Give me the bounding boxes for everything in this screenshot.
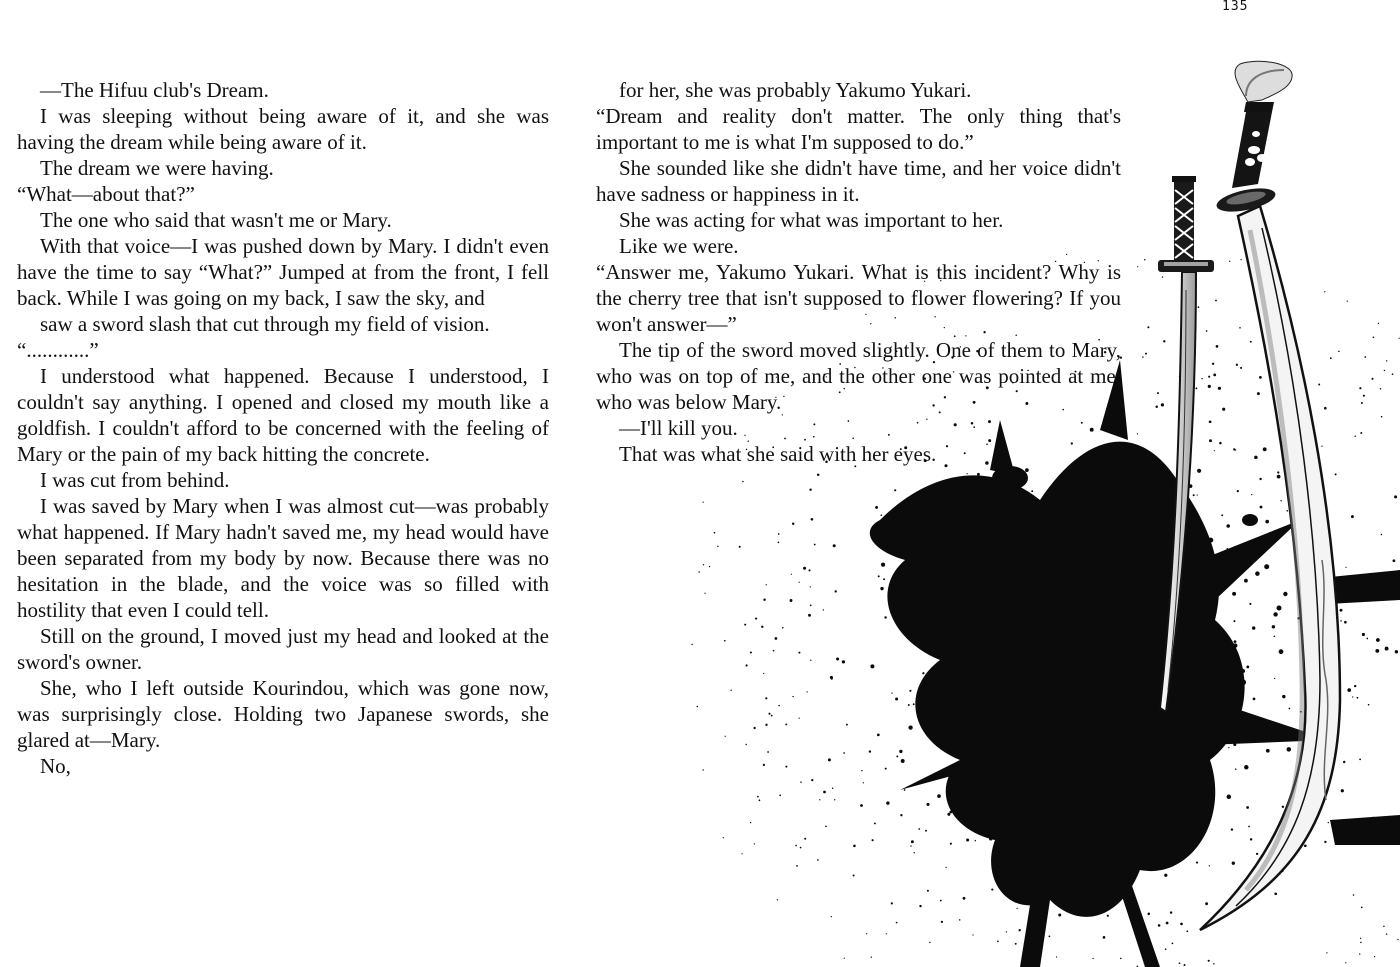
paragraph: “............” xyxy=(17,338,99,362)
paragraph: That was what she said with her eyes. xyxy=(619,442,937,466)
left-text-column xyxy=(17,77,549,779)
paragraph: I was cut from behind. xyxy=(40,468,230,492)
paragraph: She was acting for what was important to her. xyxy=(619,208,1004,232)
paragraph: With that voice—I was pushed down by Mary. I didn't even have the time to say “What?” Jumped at from the front, I fell back. While I was going on my back, I saw the sky, and xyxy=(17,234,549,310)
paragraph: No, xyxy=(40,754,71,778)
paragraph: saw a sword slash that cut through my field of vision. xyxy=(40,312,490,336)
paragraph: I was saved by Mary when I was almost cut—was probably what happened. If Mary hadn't saved me, my head would have been separated from my body by now. Because there was no hesitation in the blade, and the voice was so filled with hostility that even I could tell. xyxy=(17,494,549,622)
paragraph: —The Hifuu club's Dream. xyxy=(40,78,269,102)
paragraph: The dream we were having. xyxy=(40,156,274,180)
paragraph: —I'll kill you. xyxy=(619,416,738,440)
sword-long xyxy=(1200,61,1340,930)
paragraph: I understood what happened. Because I understood, I couldn't say anything. I opened and closed my mouth like a goldfish. I couldn't afford to be concerned with the feeling of Mary or the pain of my back hitting the concrete. xyxy=(17,364,549,466)
right-text-column xyxy=(596,77,1121,467)
paragraph: The one who said that wasn't me or Mary. xyxy=(40,208,392,232)
paragraph: The tip of the sword moved slightly. One of them to Mary, who was on top of me, and the other one was pointed at me, who was below Mary. xyxy=(596,338,1121,414)
paragraph: She sounded like she didn't have time, and her voice didn't have sadness or happiness in it. xyxy=(596,156,1121,206)
paragraph: “Answer me, Yakumo Yukari. What is this incident? Why is the cherry tree that isn't supposed to flower flowering? If you won't answer—” xyxy=(596,260,1121,336)
paragraph: I was sleeping without being aware of it, and she was having the dream while being aware of it. xyxy=(17,104,549,154)
paragraph: “Dream and reality don't matter. The only thing that's important to me is what I'm supposed to do.” xyxy=(596,104,1121,154)
paragraph: for her, she was probably Yakumo Yukari. xyxy=(619,78,972,102)
paragraph: Like we were. xyxy=(619,234,739,258)
paragraph: She, who I left outside Kourindou, which was gone now, was surprisingly close. Holding two Japanese swords, she glared at—Mary. xyxy=(17,676,549,752)
page-number: 135 xyxy=(1222,0,1249,14)
paragraph: Still on the ground, I moved just my head and looked at the sword's owner. xyxy=(17,624,549,674)
paragraph: “What—about that?” xyxy=(17,182,195,206)
